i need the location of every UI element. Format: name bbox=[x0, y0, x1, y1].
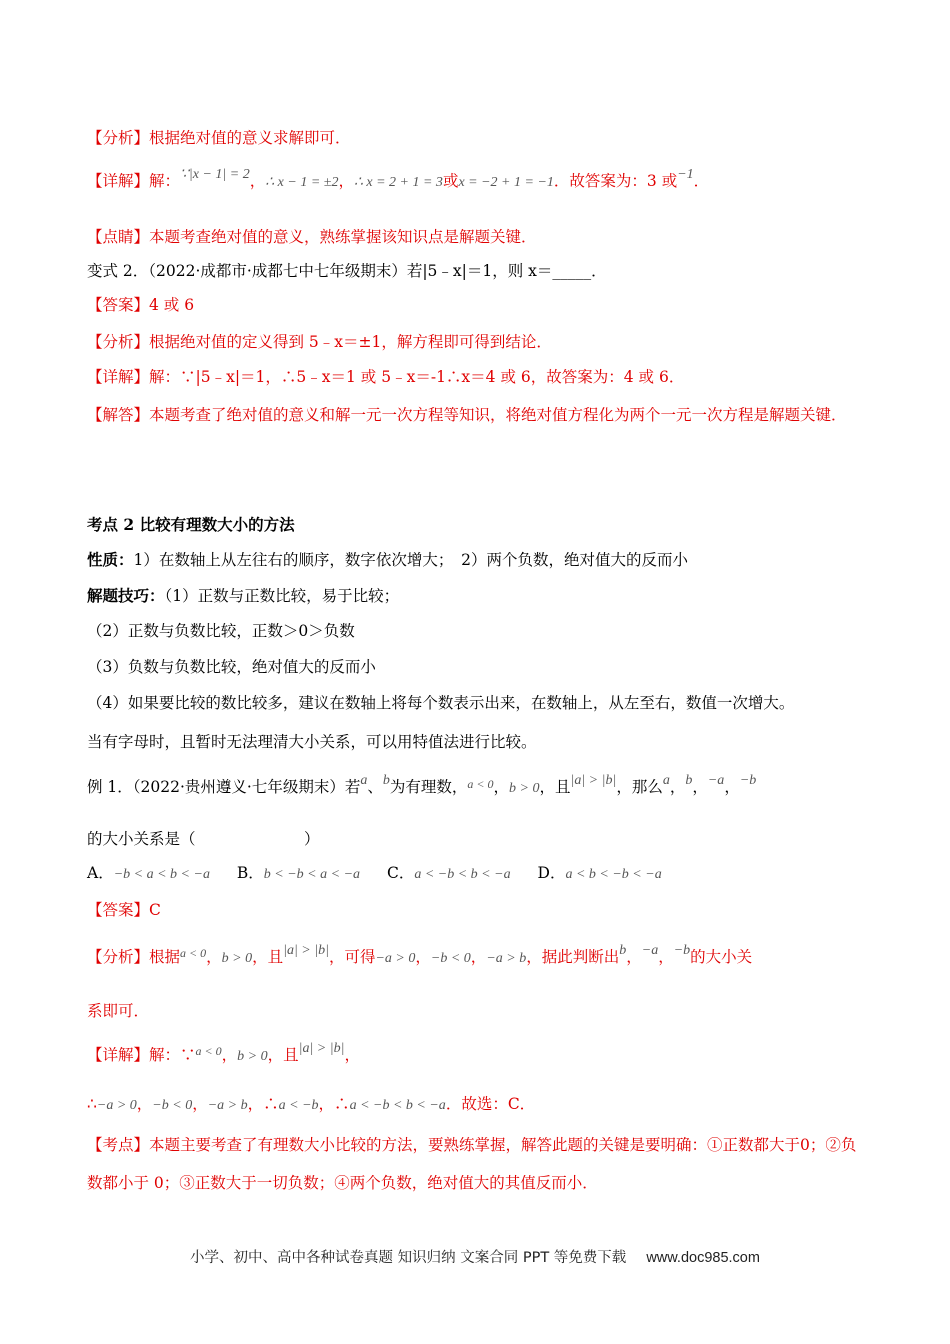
text: ，∴ bbox=[318, 1095, 350, 1113]
footer-text: 小学、初中、高中各种试卷真题 知识归纳 文案合同 PPT 等免费下载 bbox=[190, 1250, 627, 1266]
option-c[interactable] bbox=[387, 864, 511, 882]
math-expr: b > 0 bbox=[509, 781, 540, 796]
text: ，且 bbox=[539, 778, 571, 796]
comma: ， bbox=[192, 1095, 208, 1113]
text: 例 1．（2022·贵州遵义·七年级期末）若 bbox=[87, 778, 361, 796]
math-expr: |a| > |b| bbox=[570, 773, 617, 788]
comma: ， bbox=[669, 778, 686, 796]
math-expr: b bbox=[685, 773, 693, 788]
analysis-ex1-cont: 系即可． bbox=[87, 1002, 150, 1020]
footer-url[interactable]: www.doc985.com bbox=[646, 1250, 760, 1266]
tips-line-1 bbox=[87, 585, 399, 607]
text: ，且 bbox=[252, 948, 284, 966]
math-expr: a < 0 bbox=[180, 946, 207, 960]
var-a: a bbox=[360, 773, 368, 788]
option-expr: −b < a < b < −a bbox=[113, 867, 210, 882]
page-footer bbox=[0, 1246, 950, 1267]
math-expr: |a| > |b| bbox=[283, 943, 329, 958]
text: ∴ bbox=[87, 1095, 97, 1113]
solution-2: 【解答】本题考查了绝对值的意义和解一元一次方程等知识，将绝对值方程化为两个一元一次方程是解题关键． bbox=[87, 406, 847, 424]
example-1-question-cont: 的大小关系是（ ） bbox=[87, 830, 320, 848]
option-label: B． bbox=[236, 864, 264, 882]
comma: ， bbox=[206, 948, 222, 966]
option-d[interactable] bbox=[538, 864, 662, 882]
math-expr: −b bbox=[739, 773, 757, 788]
tips-line-5: 当有字母时，且暂时无法理清大小关系，可以用特值法进行比较。 bbox=[87, 733, 537, 751]
comma: ， bbox=[221, 1046, 238, 1064]
answer-2: 【答案】4 或 6 bbox=[87, 296, 195, 314]
property-line bbox=[87, 549, 688, 571]
math-expr: a < −b < b < −a bbox=[349, 1098, 446, 1113]
text: 【详解】解：∵ bbox=[87, 1046, 196, 1064]
property-label: 性质： bbox=[87, 550, 134, 569]
math-expr: b > 0 bbox=[221, 951, 253, 966]
math-expr: −b bbox=[673, 943, 691, 958]
math-expr: ∵|x − 1| = 2 bbox=[180, 167, 250, 182]
tips-text: （1）正数与正数比较，易于比较； bbox=[164, 587, 400, 605]
text: ，那么 bbox=[616, 778, 663, 796]
comma: ， bbox=[692, 778, 708, 796]
math-expr: −a bbox=[707, 773, 725, 788]
comma: ， bbox=[626, 948, 642, 966]
section-heading: 考点 2 比较有理数大小的方法 bbox=[87, 515, 295, 534]
option-a[interactable] bbox=[87, 864, 210, 882]
example-1-question bbox=[87, 773, 757, 800]
tips-label: 解题技巧： bbox=[87, 586, 165, 605]
detail-1-label: 【详解】解： bbox=[87, 172, 181, 190]
math-expr: −b < 0 bbox=[152, 1098, 193, 1113]
math-expr: b bbox=[619, 943, 627, 958]
therefore-ex1 bbox=[87, 1093, 535, 1117]
text: 的大小关 bbox=[690, 948, 753, 966]
comma: ， bbox=[470, 948, 487, 966]
comma: ， bbox=[724, 778, 740, 796]
text: ，且 bbox=[267, 1046, 299, 1064]
comma: ， bbox=[658, 948, 674, 966]
variant-2-title: 变式 2．（2022·成都市·成都七中七年级期末）若|5﹣x|＝1，则 x＝_____． bbox=[87, 262, 607, 280]
comma: ， bbox=[249, 172, 266, 190]
var-b: b bbox=[382, 773, 390, 788]
math-expr: −1 bbox=[677, 167, 694, 182]
math-expr: b > 0 bbox=[237, 1049, 268, 1064]
text: ．故选：C． bbox=[445, 1095, 536, 1113]
comma: ， bbox=[493, 778, 509, 796]
math-expr: −a bbox=[641, 943, 659, 958]
comma: ， bbox=[136, 1095, 153, 1113]
math-expr: a < −b bbox=[278, 1098, 319, 1113]
text: 为有理数， bbox=[389, 778, 468, 796]
options-row bbox=[87, 862, 662, 886]
text: ，据此判断出 bbox=[526, 948, 620, 966]
detail-2: 【详解】解：∵|5﹣x|＝1，∴5﹣x＝1 或 5﹣x＝-1∴x＝4 或 6，故答案为：4 或 6． bbox=[87, 368, 685, 386]
text: ，可得 bbox=[328, 948, 376, 966]
property-text: 1）在数轴上从左往右的顺序，数字依次增大； 2）两个负数，绝对值大的反而小 bbox=[133, 551, 688, 569]
math-expr: x = −2 + 1 = −1 bbox=[458, 175, 554, 190]
option-expr: b < −b < a < −a bbox=[263, 867, 361, 882]
tips-line-2: （2）正数与负数比较，正数＞0＞负数 bbox=[87, 622, 355, 640]
analysis-2: 【分析】根据绝对值的定义得到 5﹣x＝±1，解方程即可得到结论． bbox=[87, 333, 552, 351]
math-expr: −a > b bbox=[486, 951, 527, 966]
math-expr: −a > 0 bbox=[375, 951, 416, 966]
analysis-1: 【分析】根据绝对值的意义求解即可． bbox=[87, 129, 351, 147]
or-text: 或 bbox=[442, 172, 459, 190]
comma: ， bbox=[338, 172, 354, 190]
answer-text: ．故答案为：3 或 bbox=[553, 172, 678, 190]
comma: ， bbox=[415, 948, 431, 966]
detail-1 bbox=[87, 167, 710, 194]
text: 【分析】根据 bbox=[87, 948, 181, 966]
math-expr: a < 0 bbox=[467, 777, 494, 791]
kaodian-ex1: 【考点】本题主要考查了有理数大小比较的方法，要熟练掌握，解答此题的关键是要明确：①正数都大于0；②负数都小于 0；③正数大于一切负数；④两个负数，绝对值大的其值反而小． bbox=[87, 1136, 857, 1192]
option-expr: a < −b < b < −a bbox=[414, 867, 511, 882]
tips-line-4: （4）如果要比较的数比较多，建议在数轴上将每个数表示出来，在数轴上，从左至右，数值一次增大。 bbox=[87, 694, 795, 712]
option-expr: a < b < −b < −a bbox=[565, 867, 662, 882]
tips-line-3: （3）负数与负数比较，绝对值大的反而小 bbox=[87, 658, 376, 676]
analysis-ex1 bbox=[87, 943, 753, 970]
text: ， bbox=[344, 1046, 360, 1064]
math-expr: a bbox=[662, 773, 670, 788]
math-expr: |a| > |b| bbox=[298, 1041, 345, 1056]
text: 、 bbox=[367, 778, 383, 796]
option-label: D． bbox=[537, 864, 566, 882]
math-expr: ∴ x = 2 + 1 = 3 bbox=[353, 175, 443, 190]
option-label: A． bbox=[87, 864, 114, 882]
math-expr: −a > 0 bbox=[96, 1098, 137, 1113]
option-label: C． bbox=[386, 864, 415, 882]
answer-ex1: 【答案】C bbox=[87, 901, 161, 919]
math-expr: −b < 0 bbox=[430, 951, 471, 966]
detail-ex1 bbox=[87, 1041, 360, 1068]
math-expr: a < 0 bbox=[195, 1044, 222, 1058]
period: ． bbox=[693, 172, 710, 190]
option-b[interactable] bbox=[237, 864, 360, 882]
insight-1: 【点睛】本题考查绝对值的意义，熟练掌握该知识点是解题关键． bbox=[87, 228, 537, 246]
math-expr: −a > b bbox=[207, 1098, 248, 1113]
text: ，∴ bbox=[247, 1095, 279, 1113]
math-expr: ∴ x − 1 = ±2 bbox=[265, 175, 339, 190]
